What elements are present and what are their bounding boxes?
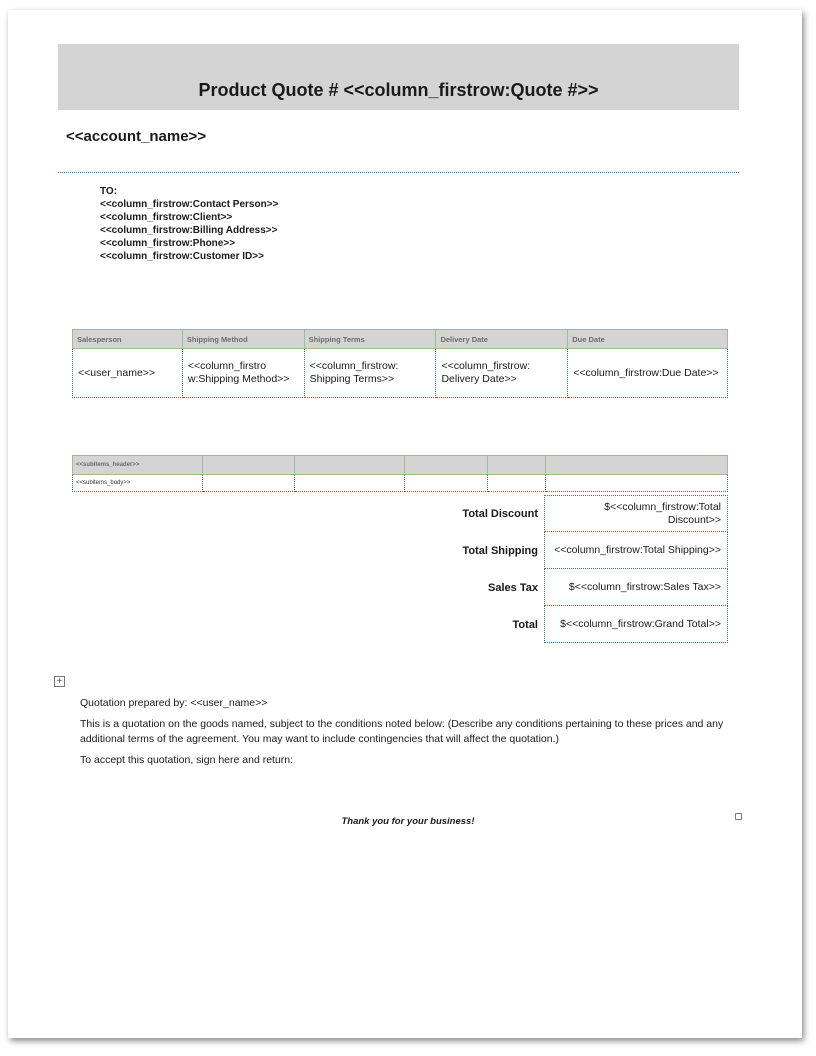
subitems-body-row [73,475,728,492]
total-discount-label: Total Discount [462,507,538,520]
total-shipping-label: Total Shipping [462,544,538,557]
prepared-by: Quotation prepared by: <<user_name>> [80,697,268,709]
divider [58,172,739,173]
subitems-header-cell [404,456,488,475]
subitems-body-cell[interactable] [294,475,404,492]
sales-tax-row [400,569,728,606]
to-line-billing: <<column_firstrow:Billing Address>> [100,225,278,236]
body-text [80,696,730,774]
grand-total-row [400,606,728,643]
subitems-header-cell [294,456,404,475]
total-discount-value[interactable]: $<<column_firstrow:Total Discount>> [544,495,728,532]
subitems-header-cell [202,456,294,475]
sales-tax-value[interactable]: $<<column_firstrow:Sales Tax>> [544,569,728,606]
to-block [100,185,278,263]
totals-block [400,495,728,643]
resize-handle-icon[interactable] [735,813,742,820]
to-line-customer-id: <<column_firstrow:Customer ID>> [100,251,264,262]
total-shipping-row [400,532,728,569]
header-shipping-terms: Shipping Terms [304,330,436,349]
cell-salesperson[interactable]: <<user_name>> [73,349,183,398]
account-name: <<account_name>> [66,128,207,145]
subitems-body-cell[interactable] [488,475,546,492]
cell-due-date[interactable]: <<column_firstrow:Due Date>> [568,349,728,398]
subitems-header-cell [488,456,546,475]
info-table-row [73,349,728,398]
sales-tax-label: Sales Tax [488,581,538,594]
info-table-header [73,330,728,349]
grand-total-label: Total [512,618,538,631]
header-delivery-date: Delivery Date [436,330,568,349]
to-line-client: <<column_firstrow:Client>> [100,212,233,223]
total-discount-row [400,495,728,532]
thank-you-text: Thank you for your business! [341,816,475,827]
subitems-body-cell[interactable] [202,475,294,492]
subitems-header-cell [546,456,728,475]
page-title: Product Quote # <<column_firstrow:Quote #>> [198,80,599,100]
title-band [58,44,739,110]
accept-text: To accept this quotation, sign here and return: [80,754,294,766]
grand-total-value[interactable]: $<<column_firstrow:Grand Total>> [544,606,728,643]
subitems-body[interactable]: <<subitems_body>> [73,475,203,492]
table-move-icon[interactable]: + [54,676,65,687]
subitems-body-cell[interactable] [404,475,488,492]
subitems-body-cell[interactable] [546,475,728,492]
total-shipping-value[interactable]: <<column_firstrow:Total Shipping>> [544,532,728,569]
conditions-text: This is a quotation on the goods named, subject to the conditions noted below: (Describe any conditions pertaining to these prices and any additional terms of the agreement. You may want to include contingencies that will affect the quotation.) [80,718,724,745]
subitems-header-row [73,456,728,475]
to-heading: TO: [100,186,118,197]
cell-shipping-terms[interactable]: <<column_firstrow: Shipping Terms>> [304,349,436,398]
to-line-phone: <<column_firstrow:Phone>> [100,238,236,249]
cell-delivery-date[interactable]: <<column_firstrow: Delivery Date>> [436,349,568,398]
subitems-header: <<subitems_header>> [73,456,203,475]
header-salesperson: Salesperson [73,330,183,349]
to-line-contact: <<column_firstrow:Contact Person>> [100,199,279,210]
header-due-date: Due Date [568,330,728,349]
info-table [72,329,728,398]
subitems-table [72,455,728,492]
header-shipping-method: Shipping Method [182,330,304,349]
cell-shipping-method[interactable]: <<column_firstro w:Shipping Method>> [182,349,304,398]
